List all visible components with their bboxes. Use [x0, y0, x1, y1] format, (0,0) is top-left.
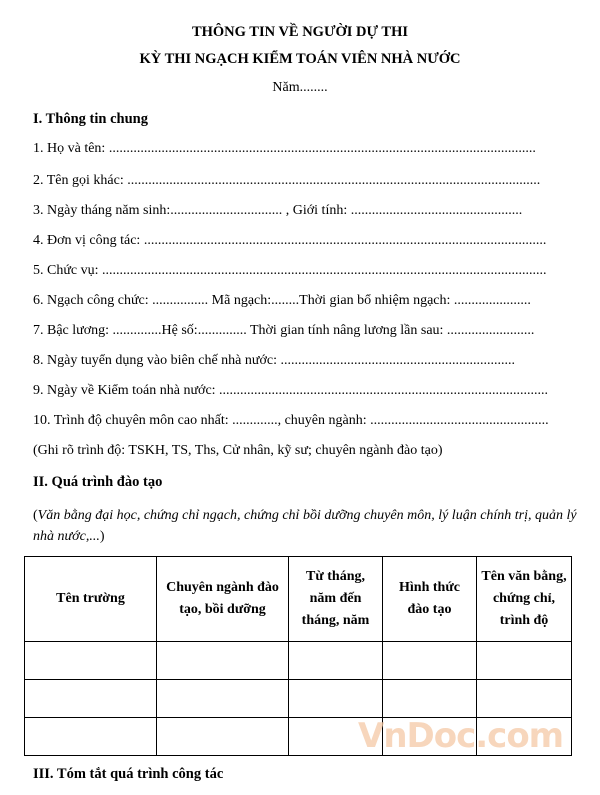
table-row: [25, 642, 572, 680]
table-cell[interactable]: [157, 680, 289, 718]
col-form: Hình thức đào tạo: [383, 557, 477, 642]
field-recruitment-date: 8. Ngày tuyển dụng vào biên chế nhà nước: ...................................................................: [33, 353, 515, 368]
table-header-row: [25, 557, 572, 642]
col-period: Từ tháng, năm đến tháng, năm: [289, 557, 383, 642]
document-title: THÔNG TIN VỀ NGƯỜI DỰ THI: [191, 24, 409, 40]
col-school: Tên trường: [25, 557, 157, 642]
field-civil-rank: 6. Ngạch công chức: ................ Mã ngạch:........Thời gian bổ nhiệm ngạch: ......................: [33, 293, 531, 308]
field-full-name: 1. Họ và tên: ..........................................................................................................................: [33, 141, 536, 156]
table-cell[interactable]: [25, 680, 157, 718]
section-general-info-heading: I. Thông tin chung: [33, 111, 148, 127]
note-close-paren: ): [99, 529, 105, 544]
field-join-date: 9. Ngày về Kiểm toán nhà nước: ..............................................................................................: [33, 383, 549, 398]
section-work-history-heading: III. Tóm tắt quá trình công tác: [33, 766, 224, 782]
field-other-name: 2. Tên gọi khác: ......................................................................................................................: [33, 173, 541, 188]
training-note: [33, 505, 581, 547]
table-cell[interactable]: [477, 642, 572, 680]
field-birth-date-gender: 3. Ngày tháng năm sinh:................................ , Giới tính: .................................................: [33, 203, 523, 218]
table-cell[interactable]: [157, 718, 289, 756]
table-cell[interactable]: [289, 642, 383, 680]
table-cell[interactable]: [383, 642, 477, 680]
field-qualification: 10. Trình độ chuyên môn cao nhất: ............., chuyên ngành: ...................................................: [33, 413, 549, 428]
col-major: Chuyên ngành đào tạo, bồi dưỡng: [157, 557, 289, 642]
table-cell[interactable]: [25, 642, 157, 680]
table-cell[interactable]: [383, 680, 477, 718]
field-work-unit: 4. Đơn vị công tác: ...................................................................................................................: [33, 233, 547, 248]
field-salary-grade: 7. Bậc lương: ..............Hệ số:.............. Thời gian tính nâng lương lần sau: .........................: [33, 323, 535, 338]
table-cell[interactable]: [289, 680, 383, 718]
watermark-logo: VnDoc.com: [358, 716, 564, 756]
note-italic-text: Văn bằng đại học, chứng chỉ ngạch, chứng chỉ bồi dưỡng chuyên môn, lý luận chính trị, quản lý nhà nước,...: [33, 508, 577, 544]
table-cell[interactable]: [157, 642, 289, 680]
col-degree: Tên văn bằng, chứng chỉ, trình độ: [477, 557, 572, 642]
field-position: 5. Chức vụ: ...............................................................................................................................: [33, 263, 547, 278]
table-cell[interactable]: [25, 718, 157, 756]
table-row: [25, 680, 572, 718]
year-field: Năm........: [272, 80, 328, 95]
section-training-heading: II. Quá trình đào tạo: [33, 474, 163, 490]
document-subtitle: KỲ THI NGẠCH KIỂM TOÁN VIÊN NHÀ NƯỚC: [139, 51, 461, 67]
qualification-note: (Ghi rõ trình độ: TSKH, TS, Ths, Cử nhân, kỹ sư; chuyên ngành đào tạo): [33, 443, 443, 458]
table-cell[interactable]: [477, 680, 572, 718]
note-open-paren: (: [33, 508, 38, 523]
